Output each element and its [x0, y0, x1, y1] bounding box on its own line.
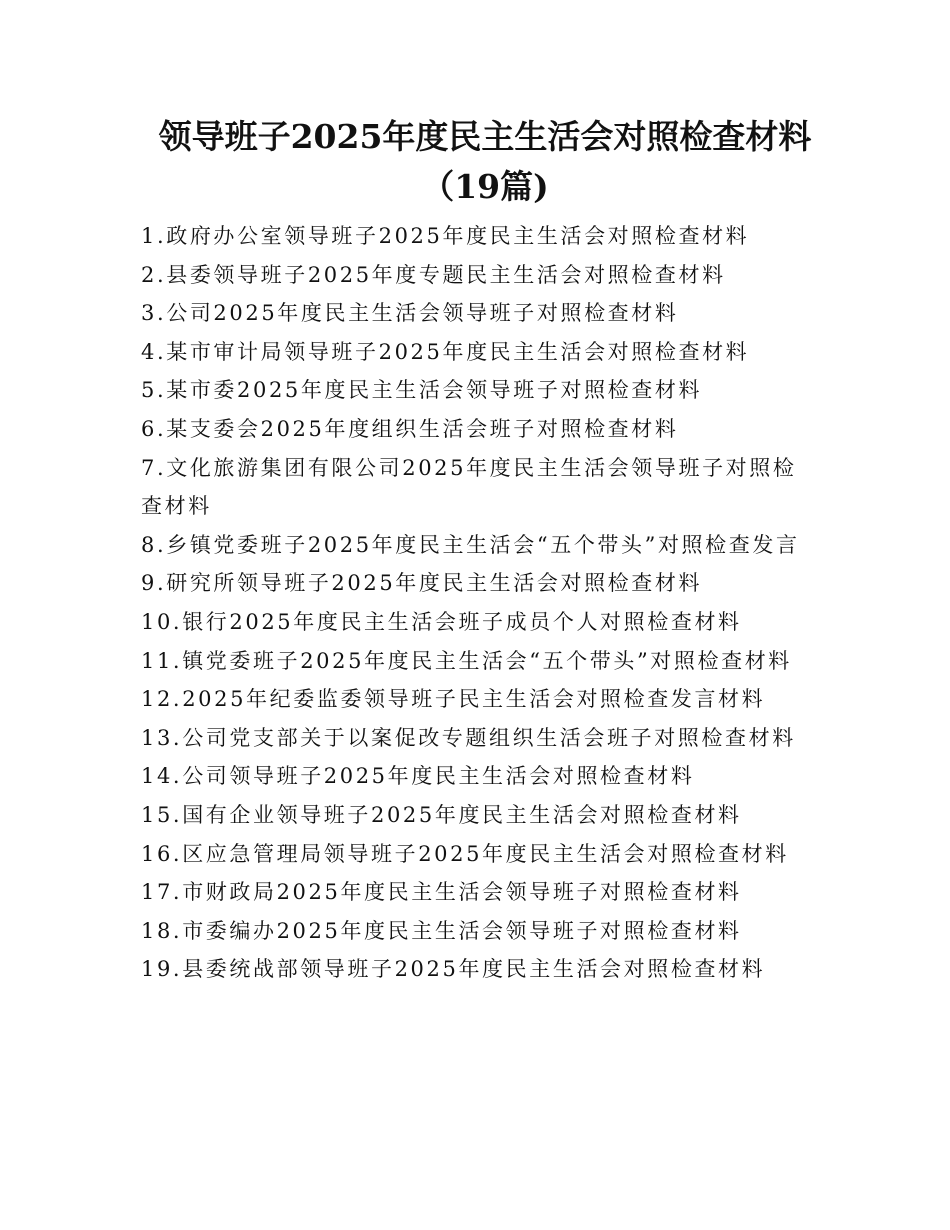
toc-item-9: 9.研究所领导班子2025年度民主生活会对照检查材料	[141, 571, 703, 596]
toc-item-15: 15.国有企业领导班子2025年度民主生活会对照检查材料	[141, 802, 742, 827]
toc-item-18: 18.市委编办2025年度民主生活会领导班子对照检查材料	[141, 918, 742, 943]
toc-item-5: 5.某市委2025年度民主生活会领导班子对照检查材料	[141, 378, 703, 403]
toc-item-11: 11.镇党委班子2025年度民主生活会“五个带头”对照检查材料	[141, 648, 792, 673]
toc-item-12: 12.2025年纪委监委领导班子民主生活会对照检查发言材料	[141, 687, 766, 712]
toc-item-6: 6.某支委会2025年度组织生活会班子对照检查材料	[141, 416, 679, 441]
toc-item-13: 13.公司党支部关于以案促改专题组织生活会班子对照检查材料	[141, 725, 796, 750]
toc-item-10: 10.银行2025年度民主生活会班子成员个人对照检查材料	[141, 609, 742, 634]
toc-item-1: 1.政府办公室领导班子2025年度民主生活会对照检查材料	[141, 224, 750, 248]
toc-item-17: 17.市财政局2025年度民主生活会领导班子对照检查材料	[141, 880, 742, 905]
title-line-2: （19篇)	[421, 167, 549, 206]
toc-item-3: 3.公司2025年度民主生活会领导班子对照检查材料	[141, 301, 679, 326]
toc-item-14: 14.公司领导班子2025年度民主生活会对照检查材料	[141, 764, 695, 789]
toc-item-7: 7.文化旅游集团有限公司2025年度民主生活会领导班子对照检查材料	[141, 455, 797, 519]
title-line-1: 领导班子2025年度民主生活会对照检查材料	[158, 117, 812, 156]
document-title	[100, 112, 870, 212]
table-of-contents	[141, 217, 813, 989]
toc-item-19: 19.县委统战部领导班子2025年度民主生活会对照检查材料	[141, 957, 766, 982]
toc-item-16: 16.区应急管理局领导班子2025年度民主生活会对照检查材料	[141, 841, 789, 866]
toc-item-2: 2.县委领导班子2025年度专题民主生活会对照检查材料	[141, 262, 726, 287]
toc-item-4: 4.某市审计局领导班子2025年度民主生活会对照检查材料	[141, 339, 750, 364]
toc-item-8: 8.乡镇党委班子2025年度民主生活会“五个带头”对照检查发言	[141, 532, 800, 557]
